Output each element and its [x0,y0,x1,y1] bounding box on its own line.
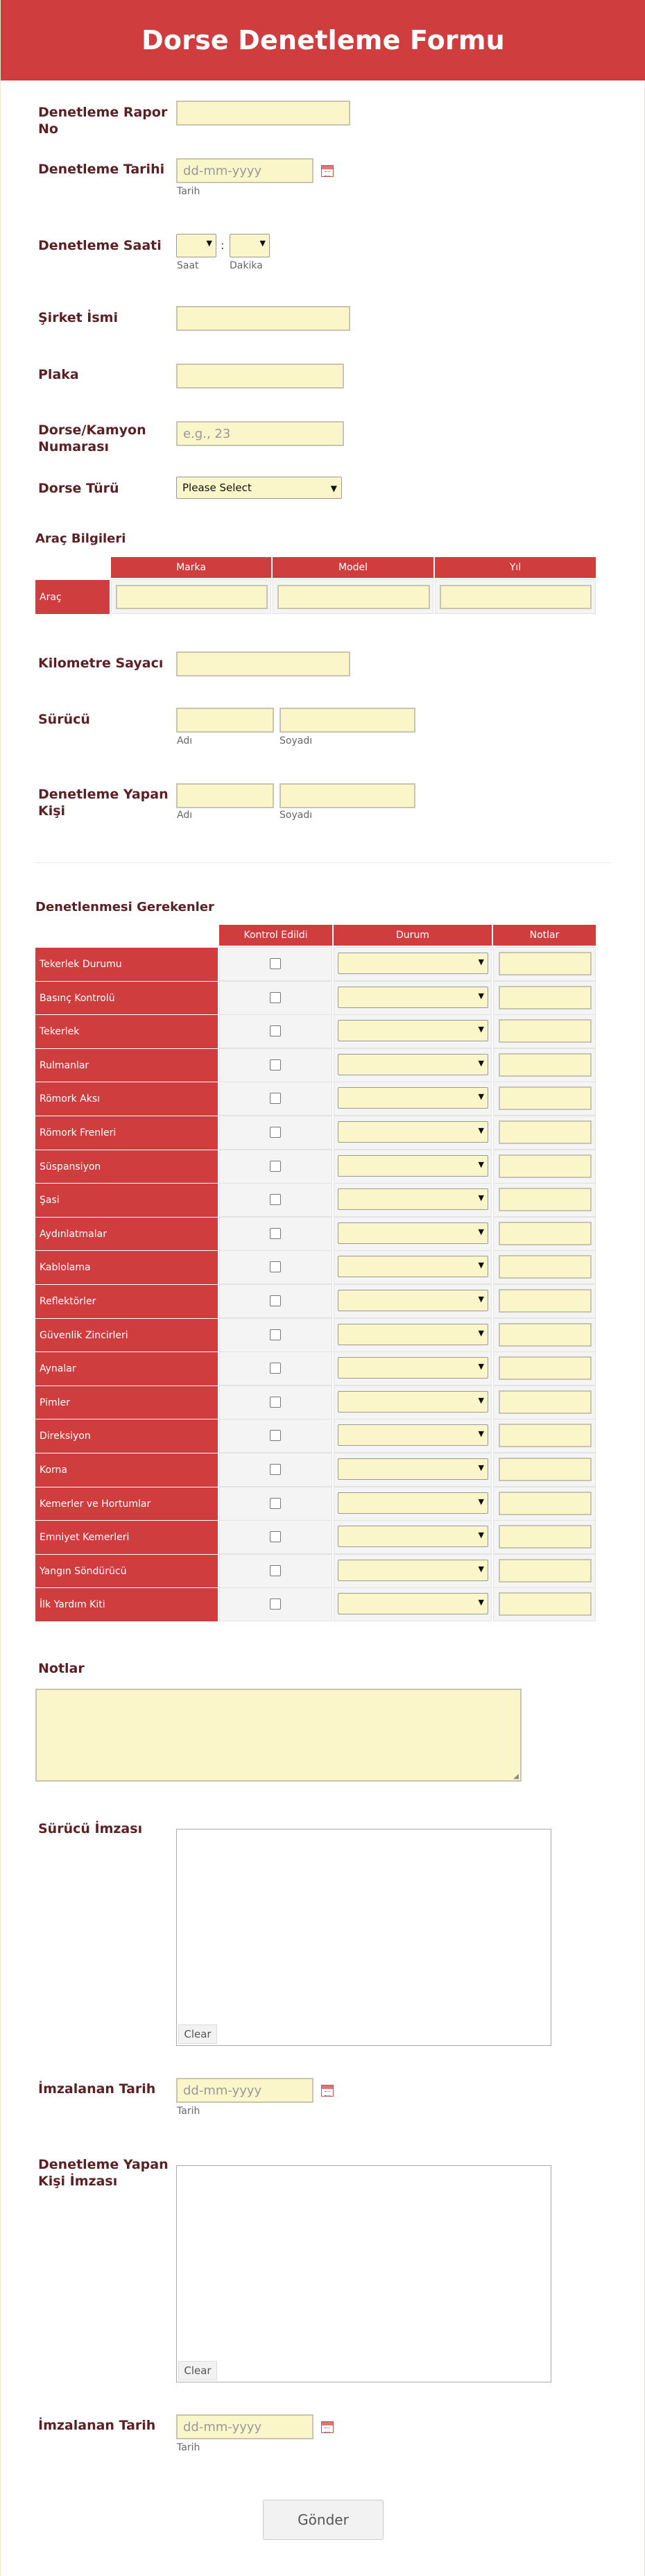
vehicle-col-brand: Marka [111,557,271,578]
report-no-label: Denetleme Rapor No [38,105,168,137]
checklist-checkbox[interactable] [270,1093,281,1104]
checklist-row-label: Römork Aksı [35,1082,218,1116]
vehicle-model-input[interactable] [277,585,430,609]
plate-label: Plaka [38,367,79,382]
checklist-status-select[interactable] [338,1290,488,1311]
checklist-notes-input[interactable] [499,1019,592,1043]
checklist-col-status: Durum [334,925,492,946]
checklist-status-select[interactable] [338,1188,488,1210]
checklist-notes-input[interactable] [499,1120,592,1144]
checklist-notes-input[interactable] [499,1559,592,1583]
chevron-down-icon: ▼ [478,1497,484,1506]
checklist-notes-input[interactable] [499,1424,592,1447]
checklist-checkbox[interactable] [270,1025,281,1037]
inspector-first-name-input[interactable] [176,783,274,808]
trailer-type-label: Dorse Türü [38,481,119,496]
chevron-down-icon: ▼ [206,239,212,248]
checklist-row-label: Direksiyon [35,1419,218,1453]
plate-input[interactable] [176,364,344,389]
checklist-status-select[interactable] [338,1526,488,1547]
inspector-last-sublabel: Soyadı [280,810,313,821]
checklist-notes-input[interactable] [499,1154,592,1178]
inspector-signature-pad[interactable] [176,2165,551,2382]
resize-handle-icon[interactable]: ◢ [513,1773,519,1780]
checklist-notes-input[interactable] [499,1592,592,1616]
checklist-status-select[interactable] [338,1256,488,1277]
checklist-checkbox[interactable] [270,1161,281,1172]
inspector-last-name-input[interactable] [280,783,415,808]
chevron-down-icon: ▼ [478,1059,484,1068]
vehicle-col-model: Model [273,557,433,578]
hour-select[interactable] [176,234,216,257]
checklist-status-select[interactable] [338,953,488,974]
checklist-checkbox[interactable] [270,1531,281,1542]
inspector-signature-clear-button[interactable]: Clear [178,2361,217,2380]
checklist-row-label: Tekerlek Durumu [35,947,218,981]
company-label: Şirket İsmi [38,310,118,325]
checklist-notes-input[interactable] [499,1053,592,1077]
chevron-down-icon: ▼ [478,1530,484,1539]
checklist-row-label: Yangın Söndürücü [35,1554,218,1588]
checklist-status-select[interactable] [338,1593,488,1614]
checklist-status-select[interactable] [338,1155,488,1177]
chevron-down-icon: ▼ [478,1193,484,1202]
checklist-checkbox[interactable] [270,1430,281,1441]
chevron-down-icon: ▼ [478,1126,484,1135]
driver-sign-date-label: İmzalanan Tarih [38,2081,156,2097]
checklist-checkbox[interactable] [270,1498,281,1509]
odometer-input[interactable] [176,651,350,676]
checklist-row-label: Basınç Kontrolü [35,981,218,1015]
checklist-row-label: Aydınlatmalar [35,1217,218,1251]
checklist-status-select[interactable] [338,1054,488,1075]
checklist-row-label: Rulmanlar [35,1048,218,1082]
vehicle-row-label: Araç [35,579,110,614]
driver-first-sublabel: Adı [177,735,193,747]
inspector-first-sublabel: Adı [177,810,193,821]
checklist-checkbox[interactable] [270,992,281,1003]
checklist-status-select[interactable] [338,1424,488,1446]
driver-signature-pad[interactable] [176,1829,551,2046]
trailer-no-label: Dorse/Kamyon Numarası [38,423,146,454]
notes-label: Notlar [38,1661,85,1676]
calendar-icon[interactable] [321,165,334,177]
checklist-row-label: İlk Yardım Kiti [35,1587,218,1621]
checklist-checkbox[interactable] [270,1261,281,1272]
checklist-row-label: Aynalar [35,1351,218,1385]
time-label: Denetleme Saati [38,238,162,253]
inspector-sign-date-label: İmzalanan Tarih [38,2418,156,2433]
vehicle-section-title: Araç Bilgileri [35,531,126,546]
chevron-down-icon: ▼ [478,1598,484,1607]
checklist-col-checked: Kontrol Edildi [219,925,332,946]
checklist-status-select[interactable] [338,1020,488,1041]
minute-select[interactable] [230,234,270,257]
chevron-down-icon: ▼ [259,239,266,248]
checklist-notes-input[interactable] [499,1492,592,1515]
checklist-row-label: Güvenlik Zincirleri [35,1318,218,1352]
checklist-notes-input[interactable] [499,1323,592,1347]
chevron-down-icon: ▼ [478,1160,484,1169]
chevron-down-icon: ▼ [478,1362,484,1371]
chevron-down-icon: ▼ [478,1463,484,1472]
checklist-notes-input[interactable] [499,1458,592,1481]
inspector-sign-date-input[interactable]: dd-mm-yyyy [176,2414,313,2439]
chevron-down-icon: ▼ [478,1396,484,1405]
inspector-label: Denetleme Yapan Kişi [38,787,169,819]
checklist-checkbox[interactable] [270,1565,281,1576]
chevron-down-icon: ▼ [478,991,484,1000]
driver-signature-label: Sürücü İmzası [38,1821,143,1836]
report-no-input[interactable] [176,101,350,126]
hour-sublabel: Saat [177,260,199,271]
checklist-status-select[interactable] [338,987,488,1008]
checklist-checkbox[interactable] [270,1295,281,1306]
checklist-checkbox[interactable] [270,1363,281,1374]
trailer-no-input[interactable]: e.g., 23 [176,421,344,446]
inspector-signature-label: Denetleme Yapan Kişi İmzası [38,2157,169,2189]
chevron-down-icon: ▼ [478,1227,484,1236]
checklist-notes-input[interactable] [499,1356,592,1380]
checklist-status-select[interactable] [338,1222,488,1244]
submit-button[interactable]: Gönder [263,2500,384,2540]
calendar-icon[interactable] [321,2421,334,2433]
form-title: Dorse Denetleme Formu [141,25,505,56]
date-label: Denetleme Tarihi [38,162,165,177]
checklist-status-select[interactable] [338,1121,488,1143]
checklist-checkbox[interactable] [270,1598,281,1610]
trailer-type-select[interactable] [176,477,342,499]
checklist-notes-input[interactable] [499,1289,592,1313]
checklist-row-label: Emniyet Kemerleri [35,1520,218,1554]
checklist-title: Denetlenmesi Gerekenler [35,900,214,914]
driver-last-name-input[interactable] [280,708,415,733]
checklist-notes-input[interactable] [499,952,592,975]
checklist-row-label: Reflektörler [35,1284,218,1318]
trailer-type-value: Please Select [182,481,252,494]
checklist-row-label: Korna [35,1453,218,1487]
driver-sign-date-input[interactable]: dd-mm-yyyy [176,2078,313,2103]
checklist-notes-input[interactable] [499,1188,592,1211]
checklist-row-label: Kemerler ve Hortumlar [35,1487,218,1521]
minute-sublabel: Dakika [230,260,263,271]
checklist-row-label: Pimler [35,1385,218,1419]
checklist-status-select[interactable] [338,1087,488,1109]
chevron-down-icon: ▼ [478,1295,484,1304]
checklist-row-label: Römork Frenleri [35,1116,218,1150]
checklist-notes-input[interactable] [499,1255,592,1279]
checklist-status-select[interactable] [338,1391,488,1413]
chevron-down-icon: ▼ [478,1329,484,1338]
vehicle-year-input[interactable] [440,585,592,609]
chevron-down-icon: ▼ [478,1025,484,1034]
checklist-notes-input[interactable] [499,1086,592,1110]
checklist-notes-input[interactable] [499,1525,592,1549]
time-separator: : [221,239,225,252]
section-divider [35,862,611,863]
checklist-status-select[interactable] [338,1357,488,1379]
checklist-status-select[interactable] [338,1560,488,1581]
checklist-checkbox[interactable] [270,1194,281,1205]
form-header [1,0,645,80]
driver-signature-clear-button[interactable]: Clear [178,2024,217,2044]
vehicle-col-year: Yıl [435,557,596,578]
driver-label: Sürücü [38,712,90,727]
chevron-down-icon: ▼ [478,1564,484,1573]
date-sublabel: Tarih [177,186,200,197]
checklist-status-select[interactable] [338,1324,488,1345]
chevron-down-icon: ▼ [478,957,484,966]
checklist-checkbox[interactable] [270,1464,281,1475]
driver-sign-date-sublabel: Tarih [177,2106,200,2117]
driver-last-sublabel: Soyadı [280,735,313,747]
checklist-checkbox[interactable] [270,1127,281,1138]
calendar-icon[interactable] [321,2085,334,2097]
checklist-checkbox[interactable] [270,1397,281,1408]
checklist-checkbox[interactable] [270,958,281,969]
checklist-status-select[interactable] [338,1458,488,1480]
checklist-notes-input[interactable] [499,1390,592,1414]
driver-first-name-input[interactable] [176,708,274,733]
checklist-checkbox[interactable] [270,1059,281,1071]
vehicle-brand-input[interactable] [116,585,268,609]
checklist-row-label: Şasi [35,1183,218,1217]
checklist-notes-input[interactable] [499,986,592,1009]
checklist-row-label: Tekerlek [35,1014,218,1048]
checklist-notes-input[interactable] [499,1222,592,1245]
chevron-down-icon: ▼ [478,1092,484,1101]
notes-textarea[interactable] [35,1689,522,1782]
odometer-label: Kilometre Sayacı [38,656,164,671]
inspector-sign-date-sublabel: Tarih [177,2442,200,2453]
checklist-status-select[interactable] [338,1492,488,1514]
chevron-down-icon: ▼ [330,484,337,493]
company-input[interactable] [176,306,350,331]
chevron-down-icon: ▼ [478,1261,484,1270]
date-input[interactable]: dd-mm-yyyy [176,158,313,183]
checklist-col-notes: Notlar [493,925,596,946]
checklist-checkbox[interactable] [270,1329,281,1340]
checklist-row-label: Kablolama [35,1250,218,1284]
checklist-row-label: Süspansiyon [35,1150,218,1184]
chevron-down-icon: ▼ [478,1429,484,1438]
checklist-checkbox[interactable] [270,1228,281,1239]
